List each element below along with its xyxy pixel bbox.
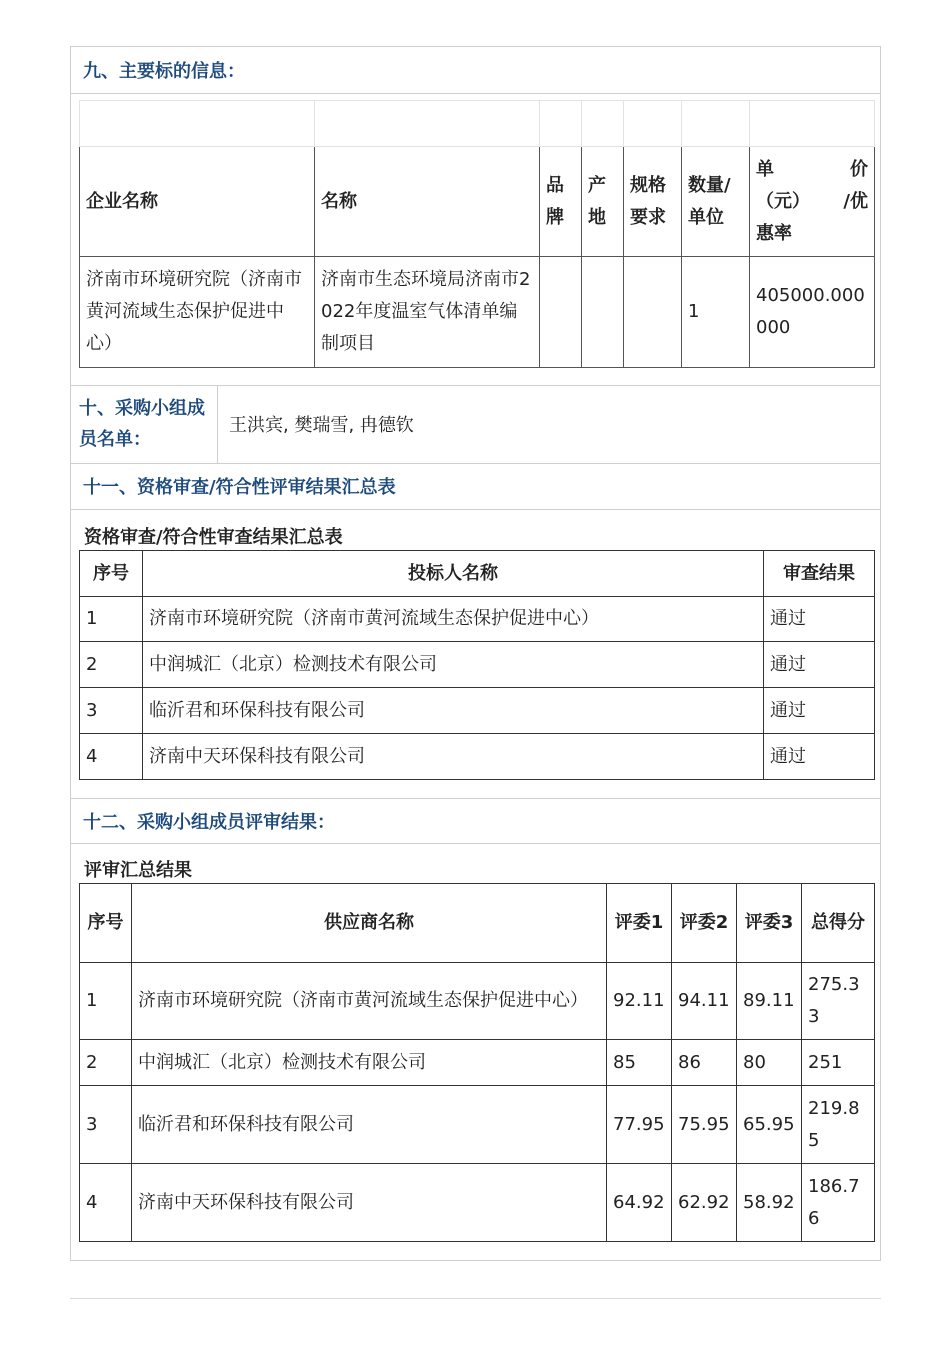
header-total: 总得分 — [802, 884, 875, 963]
cell-judge2: 62.92 — [672, 1164, 737, 1242]
table-header-row — [80, 551, 875, 597]
footer-divider — [70, 1298, 881, 1299]
table-row — [80, 642, 875, 688]
cell-bidder: 济南中天环保科技有限公司 — [143, 734, 764, 780]
row-origin — [582, 257, 624, 368]
row-company: 济南市环境研究院（济南市黄河流域生态保护促进中心） — [80, 257, 315, 368]
section12-subtitle: 评审汇总结果 — [84, 860, 192, 881]
cell-judge2: 86 — [672, 1040, 737, 1086]
table-row — [80, 597, 875, 642]
cell-total: 186.76 — [802, 1164, 875, 1242]
section11-subtitle: 资格审查/符合性审查结果汇总表 — [84, 527, 343, 548]
cell-supplier: 济南市环境研究院（济南市黄河流域生态保护促进中心） — [132, 963, 607, 1040]
divider — [71, 843, 880, 844]
cell-judge3: 89.11 — [737, 963, 802, 1040]
header-brand: 品牌 — [540, 147, 582, 257]
table-header-row — [80, 884, 875, 963]
cell-no: 3 — [80, 688, 143, 734]
cell-no: 2 — [80, 1040, 132, 1086]
cell-bidder: 济南市环境研究院（济南市黄河流域生态保护促进中心） — [143, 597, 764, 642]
cell-no: 4 — [80, 734, 143, 780]
members-list: 王洪宾, 樊瑞雪, 冉德钦 — [229, 415, 414, 436]
row-brand — [540, 257, 582, 368]
header-qty: 数量/单位 — [682, 147, 750, 257]
cell-no: 4 — [80, 1164, 132, 1242]
cell-total: 251 — [802, 1040, 875, 1086]
table-row — [80, 963, 875, 1040]
cell-judge3: 65.95 — [737, 1086, 802, 1164]
cell-judge2: 75.95 — [672, 1086, 737, 1164]
row-spec — [624, 257, 682, 368]
cell-bidder: 临沂君和环保科技有限公司 — [143, 688, 764, 734]
section9-title: 九、主要标的信息： — [83, 61, 245, 82]
table-row — [80, 1164, 875, 1242]
cell-no: 3 — [80, 1086, 132, 1164]
header-price: 单 价 （元） /优 惠率 — [750, 147, 875, 257]
header-bidder: 投标人名称 — [143, 551, 764, 597]
table-row — [80, 1040, 875, 1086]
cell-no: 2 — [80, 642, 143, 688]
cell-judge1: 92.11 — [607, 963, 672, 1040]
header-name: 名称 — [315, 147, 540, 257]
section11-title: 十一、资格审查/符合性评审结果汇总表 — [83, 477, 396, 498]
header-spec: 规格要求 — [624, 147, 682, 257]
announcement-frame — [70, 46, 881, 1261]
table-header-row — [80, 147, 875, 257]
cell-judge1: 77.95 — [607, 1086, 672, 1164]
divider — [217, 386, 218, 463]
row-qty: 1 — [682, 257, 750, 368]
cell-judge2: 94.11 — [672, 963, 737, 1040]
table-ghost-row — [80, 101, 875, 147]
cell-supplier: 济南中天环保科技有限公司 — [132, 1164, 607, 1242]
cell-judge1: 64.92 — [607, 1164, 672, 1242]
table-row — [80, 1086, 875, 1164]
section12-title: 十二、采购小组成员评审结果： — [83, 812, 335, 833]
header-origin: 产地 — [582, 147, 624, 257]
cell-result: 通过 — [764, 642, 875, 688]
row-price: 405000.000000 — [750, 257, 875, 368]
header-judge2: 评委2 — [672, 884, 737, 963]
table-row — [80, 734, 875, 780]
header-no: 序号 — [80, 551, 143, 597]
cell-judge1: 85 — [607, 1040, 672, 1086]
cell-result: 通过 — [764, 597, 875, 642]
main-items-table — [79, 100, 875, 368]
members-section — [71, 393, 880, 463]
header-no: 序号 — [80, 884, 132, 963]
header-judge3: 评委3 — [737, 884, 802, 963]
header-judge1: 评委1 — [607, 884, 672, 963]
header-supplier: 供应商名称 — [132, 884, 607, 963]
cell-result: 通过 — [764, 734, 875, 780]
review-results-table — [79, 883, 875, 1242]
cell-supplier: 临沂君和环保科技有限公司 — [132, 1086, 607, 1164]
cell-total: 219.85 — [802, 1086, 875, 1164]
cell-no: 1 — [80, 963, 132, 1040]
cell-bidder: 中润城汇（北京）检测技术有限公司 — [143, 642, 764, 688]
divider — [71, 509, 880, 510]
divider — [71, 93, 880, 94]
table-row — [80, 688, 875, 734]
table-row — [80, 257, 875, 368]
row-name: 济南市生态环境局济南市2022年度温室气体清单编制项目 — [315, 257, 540, 368]
cell-total: 275.33 — [802, 963, 875, 1040]
cell-judge3: 80 — [737, 1040, 802, 1086]
cell-supplier: 中润城汇（北京）检测技术有限公司 — [132, 1040, 607, 1086]
header-company: 企业名称 — [80, 147, 315, 257]
section10-title: 十、采购小组成员名单： — [79, 398, 205, 450]
qualification-table — [79, 550, 875, 780]
divider — [71, 385, 880, 386]
cell-result: 通过 — [764, 688, 875, 734]
cell-no: 1 — [80, 597, 143, 642]
cell-judge3: 58.92 — [737, 1164, 802, 1242]
header-result: 审查结果 — [764, 551, 875, 597]
